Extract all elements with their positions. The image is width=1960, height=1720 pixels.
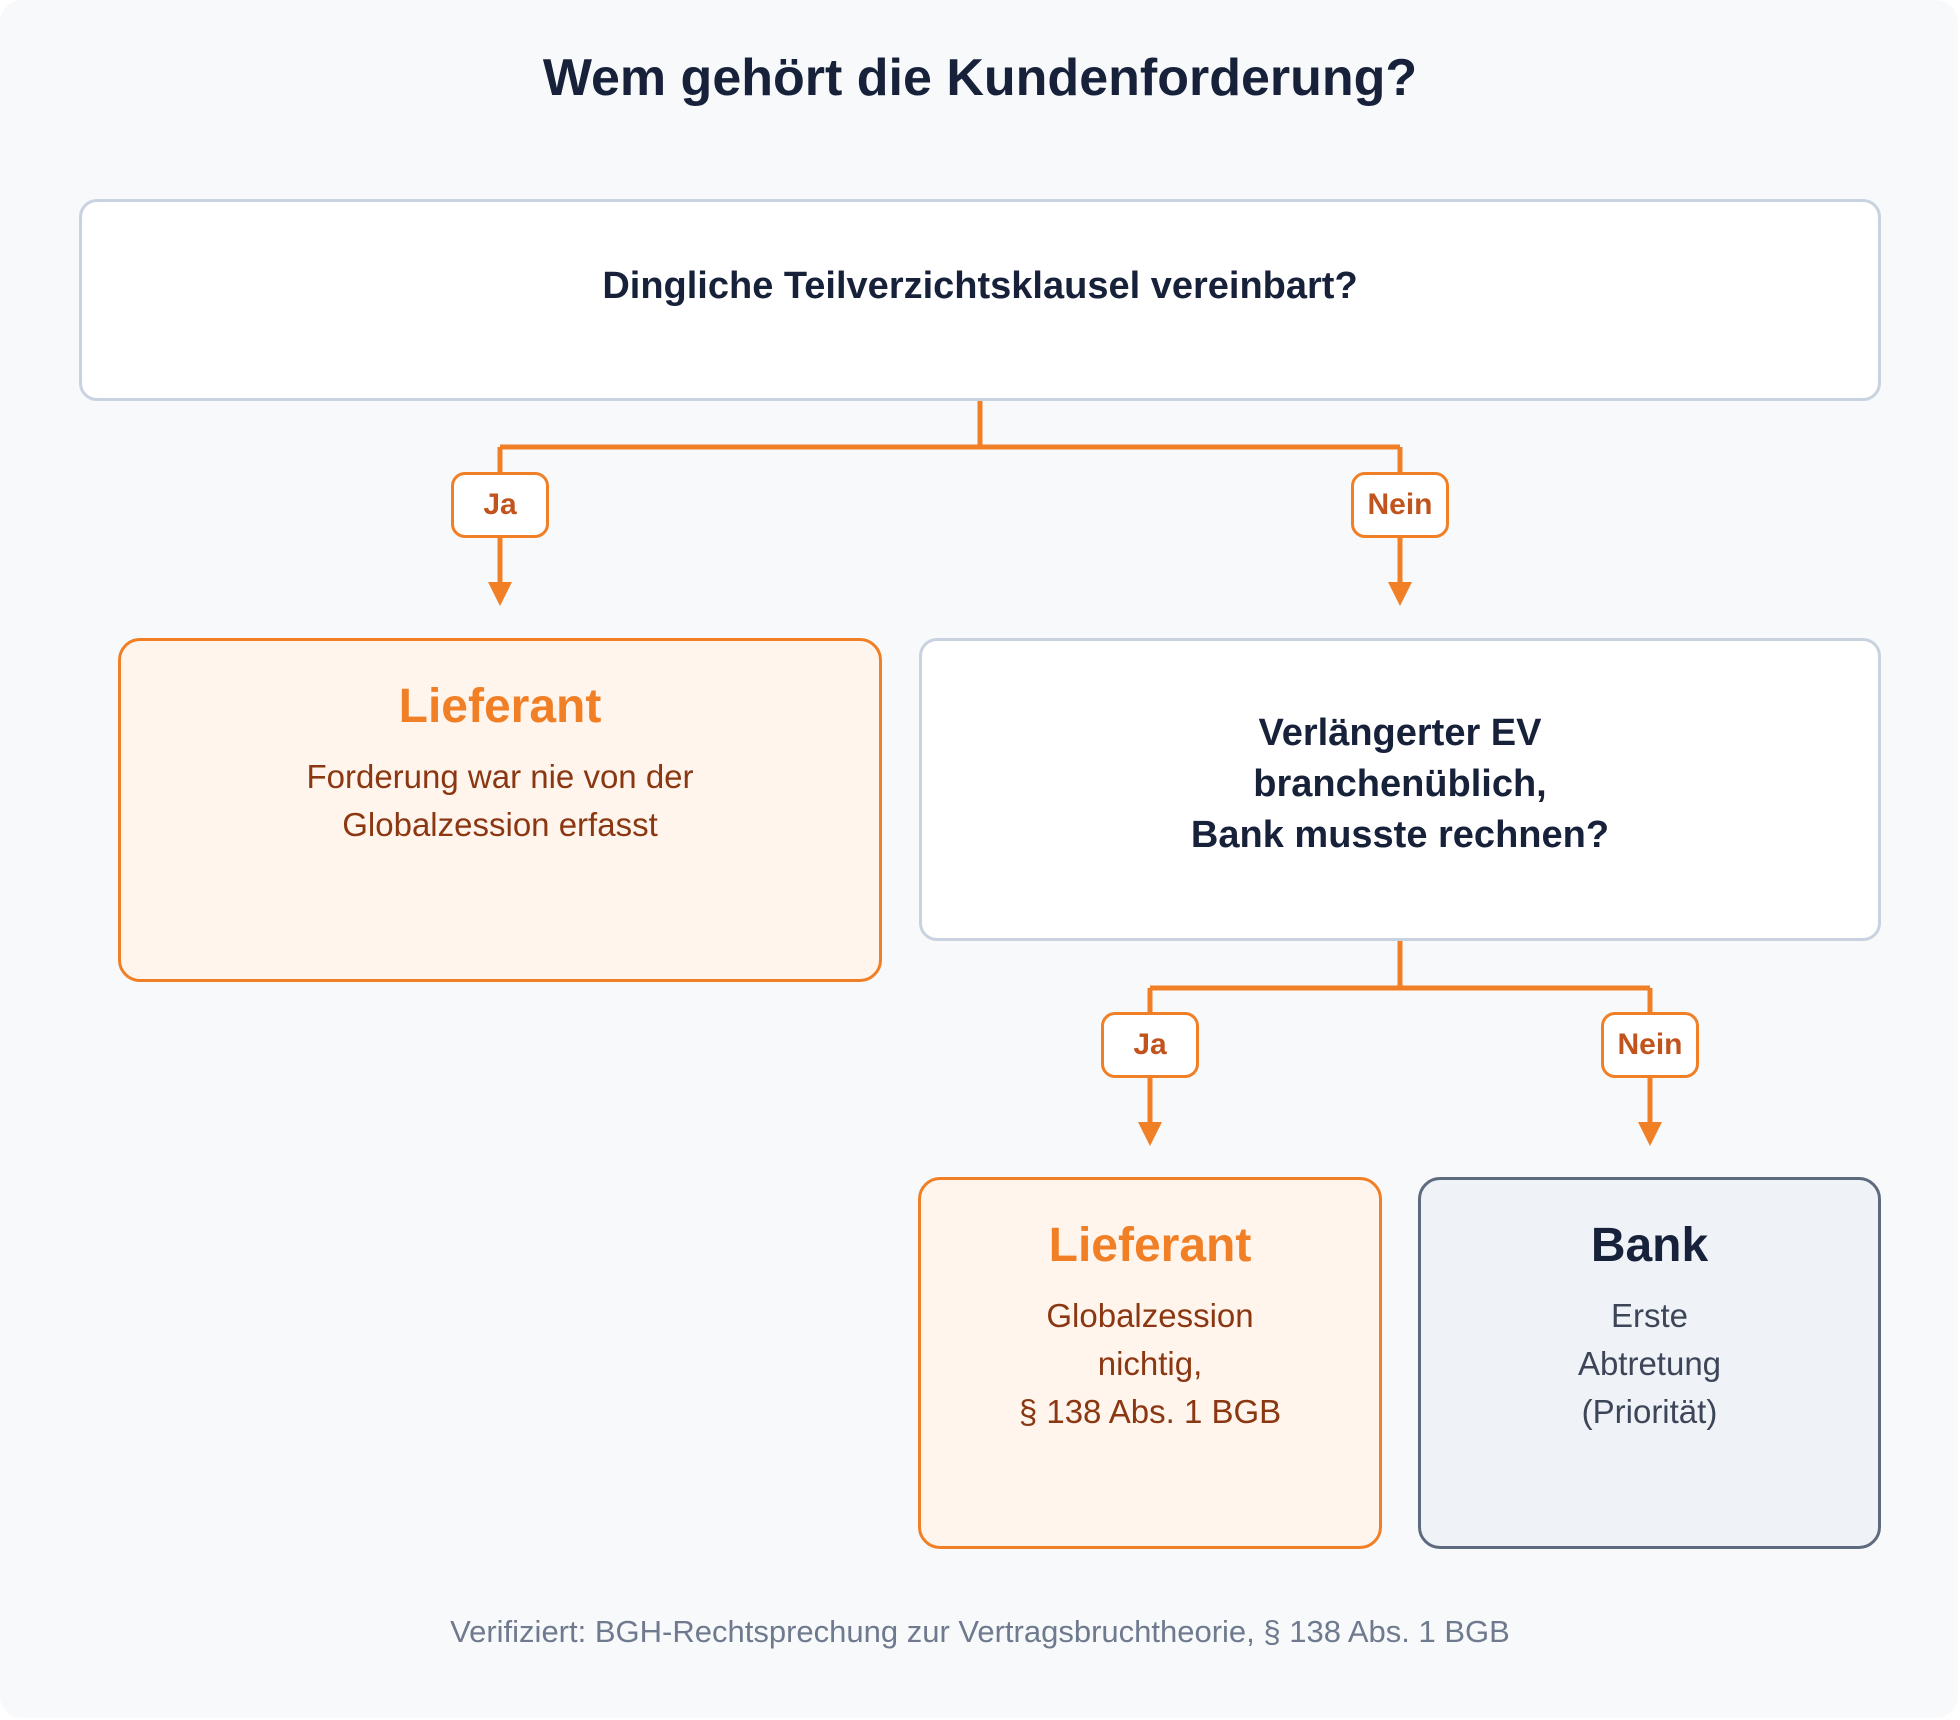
- arrowhead-q2-yes: [1138, 1122, 1162, 1146]
- result-2-line: § 138 Abs. 1 BGB: [1018, 1393, 1282, 1430]
- branch-1-no-label: Nein: [1351, 472, 1449, 538]
- result-3-title: Bank: [1590, 1219, 1709, 1272]
- result-3-line: (Priorität): [1581, 1393, 1718, 1430]
- result-3-line: Erste: [1610, 1297, 1688, 1334]
- result-1-text: [306, 753, 693, 849]
- question-1-text: Dingliche Teilverzichtsklausel vereinbart?: [602, 264, 1358, 307]
- arrowhead-q2-no: [1638, 1122, 1662, 1146]
- diagram-title: Wem gehört die Kundenforderung?: [542, 49, 1418, 107]
- result-1-line: Globalzession erfasst: [342, 806, 658, 843]
- result-1-title: Lieferant: [398, 680, 602, 733]
- result-box-lieferant-1: [118, 638, 882, 982]
- result-3-text: [1578, 1292, 1721, 1436]
- result-box-bank: [1418, 1177, 1881, 1549]
- result-2-line: Globalzession: [1046, 1297, 1254, 1334]
- result-2-line: nichtig,: [1097, 1345, 1203, 1382]
- question-box-1: [79, 199, 1881, 401]
- result-box-lieferant-2: [918, 1177, 1382, 1549]
- result-1-line: Forderung war nie von der: [306, 758, 694, 795]
- result-2-text: [1019, 1292, 1281, 1436]
- question-2-line: Verlängerter EV: [1258, 712, 1542, 754]
- branch-2-no-label: Nein: [1601, 1012, 1699, 1078]
- branch-2-yes-label: Ja: [1101, 1012, 1199, 1078]
- question-2-line: branchenüblich,: [1253, 763, 1547, 805]
- arrowhead-q1-yes: [488, 582, 512, 606]
- footer-note: Verifiziert: BGH-Rechtsprechung zur Vertragsbruchtheorie, § 138 Abs. 1 BGB: [450, 1614, 1510, 1649]
- branch-1-yes-label: Ja: [451, 472, 549, 538]
- question-2-line: Bank musste rechnen?: [1190, 814, 1610, 856]
- result-3-line: Abtretung: [1577, 1345, 1722, 1382]
- result-2-title: Lieferant: [1048, 1219, 1252, 1272]
- question-box-2: [919, 638, 1881, 941]
- arrowhead-q1-no: [1388, 582, 1412, 606]
